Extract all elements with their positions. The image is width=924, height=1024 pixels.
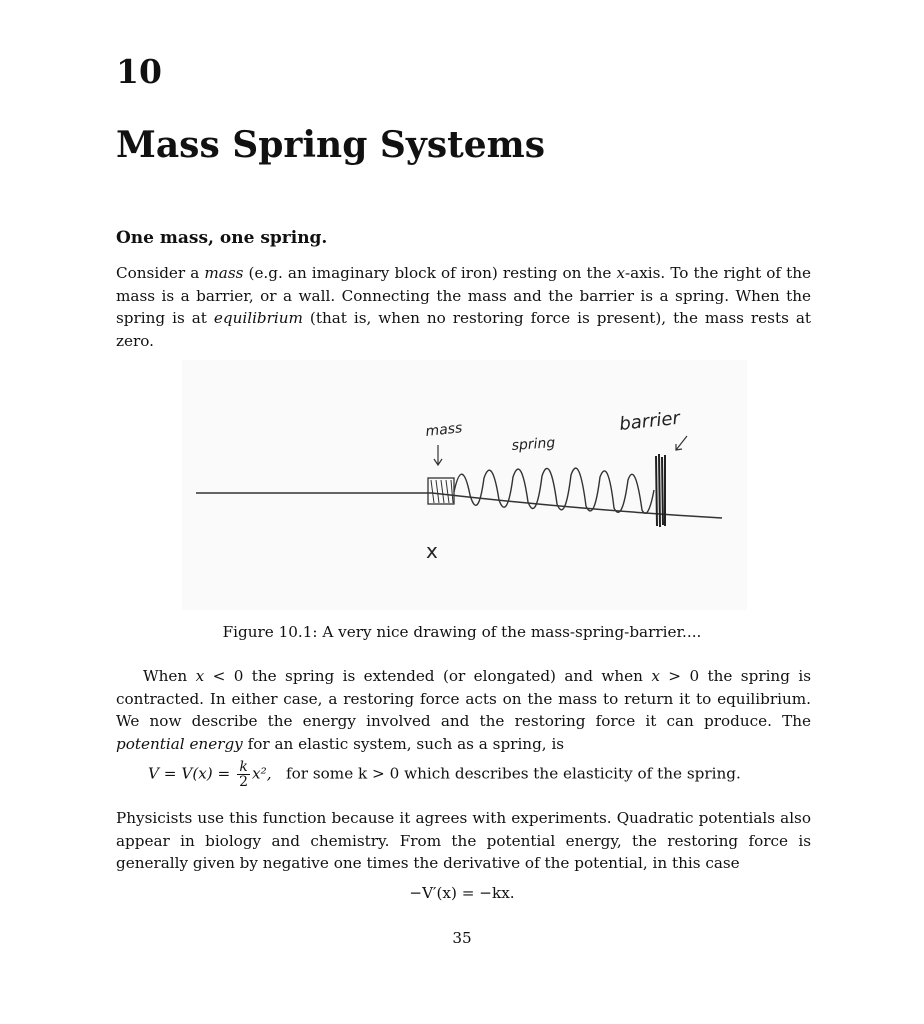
paragraph-force: Physicists use this function because it agrees with experiments. Quadratic potentials also appear in biology and chemistry. From the potential energy, the restoring force is generally given by negative one times the derivative of the potential, in this case xyxy=(116,809,811,872)
equation-rhs: x², xyxy=(252,764,277,783)
force-equation: −V′(x) = −kx. xyxy=(409,884,515,902)
x-position-label: x xyxy=(426,539,438,563)
barrier-wall xyxy=(656,454,665,527)
mass-label: mass xyxy=(424,420,464,440)
paragraph-restoring: When x < 0 the spring is extended (or elongated) and when x > 0 the spring is contracted. In either case, a restoring force acts on the mass to return it to equilibrium. We now describe the energy involved and the restoring force it can produce. The potential energy for an elastic system, such as a spring, is xyxy=(116,667,811,753)
x-axis-line xyxy=(196,493,722,518)
spring-label: spring xyxy=(511,434,556,454)
chapter-number: 10 xyxy=(116,52,162,91)
page-number: 35 xyxy=(452,929,472,947)
equation-lhs: V = V(x) = xyxy=(148,764,236,783)
equation-fraction: $\frac{k}{2}$ xyxy=(239,759,249,790)
section-heading: One mass, one spring. xyxy=(116,228,328,248)
mass-spring-figure xyxy=(182,360,747,610)
figure-caption: Figure 10.1: A very nice drawing of the mass-spring-barrier.... xyxy=(222,623,702,641)
barrier-arrow xyxy=(676,436,687,450)
equation-note: for some k > 0 which describes the elasticity of the spring. xyxy=(286,764,741,783)
potential-energy-equation xyxy=(148,760,838,806)
mass-arrow xyxy=(434,445,442,465)
mass-spring-drawing xyxy=(182,360,747,610)
spring-coil xyxy=(454,468,654,513)
mass-hatching xyxy=(431,480,453,503)
paragraph-intro: Consider a mass (e.g. an imaginary block of iron) resting on the x-axis. To the right of the mass is a barrier, or a wall. Connecting the mass and the barrier is a spring. When the spring is at equilibrium (that is, when no restoring force is present), the mass rests at zero. xyxy=(116,264,811,350)
barrier-label: barrier xyxy=(618,407,681,435)
chapter-title: Mass Spring Systems xyxy=(116,124,546,166)
